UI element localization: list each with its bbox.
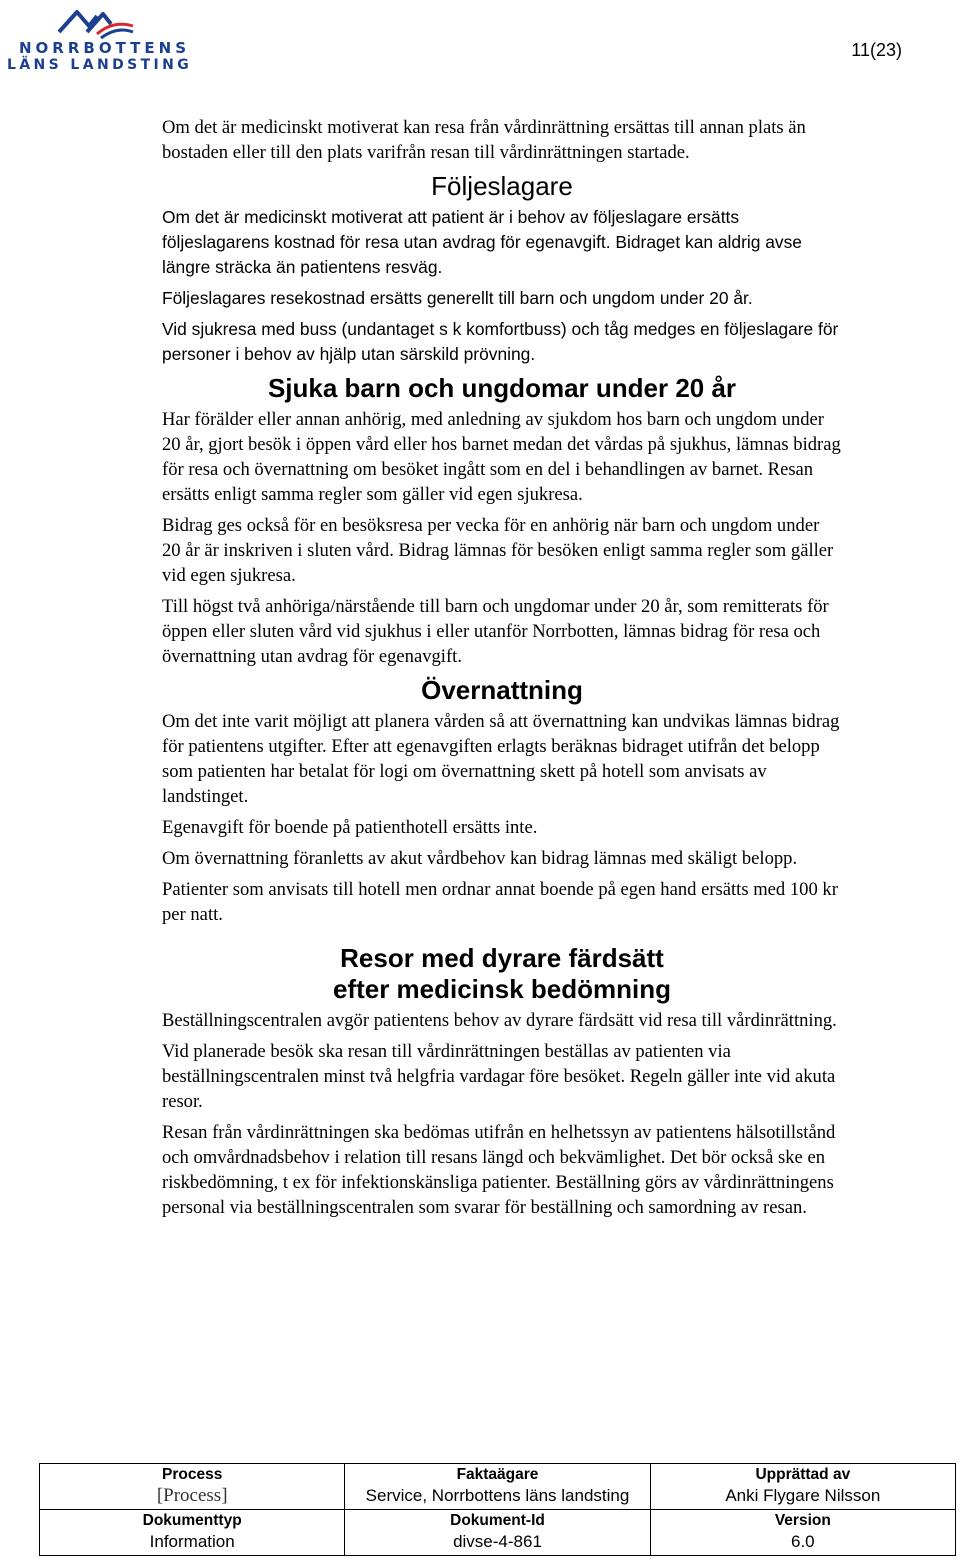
footer-owner-label: Faktaägare — [456, 1466, 539, 1483]
footer-version-value: 6.0 — [791, 1532, 815, 1551]
footer-owner-value: Service, Norrbottens läns landsting — [365, 1486, 630, 1505]
overnattning-paragraph-2: Egenavgift för boende på patienthotell ersätts inte. — [162, 817, 538, 838]
overnattning-paragraph-1: Om det inte varit möjligt att planera vården så att övernattning kan undvikas lämnas bidrag för patientens utgifter. Efter att egenavgiften erlagts beräknas bidraget utifrån det belopp som patienten har betalat för logi om övernattning skett på hotell som anvisats av landstinget. — [162, 711, 840, 807]
footer-docid-value: divse-4-861 — [453, 1532, 542, 1551]
footer-cell-author — [650, 1464, 955, 1510]
dyrare-fardsatt-paragraph-2: Vid planerade besök ska resan till vårdinrättningen beställas av patienten via beställningscentralen minst två helgfria vardagar före besöket. Regeln gäller inte vid akuta resor. — [162, 1041, 836, 1112]
footer-doctype-value: Information — [149, 1532, 235, 1551]
footer-cell-owner — [345, 1464, 650, 1510]
page-number: 11(23) — [851, 40, 902, 60]
footer-docid-label: Dokument-Id — [450, 1512, 545, 1529]
intro-paragraph: Om det är medicinskt motiverat kan resa från vårdinrättning ersättas till annan plats än bostaden eller till den plats varifrån resan till vårdinrättningen startade. — [162, 117, 806, 163]
foljeslagare-paragraph-3: Vid sjukresa med buss (undantaget s k komfortbuss) och tåg medges en följeslagare för personer i behov av hjälp utan särskild prövning. — [162, 319, 839, 364]
sjuka-barn-paragraph-3: Till högst två anhöriga/närstående till barn och ungdomar under 20 år, som remitterats för öppen eller sluten vård vid sjukhus i eller utanför Norrbotten, lämnas bidrag för resa och övernattning utan avdrag för egenavgift. — [162, 596, 829, 667]
footer-version-label: Version — [774, 1512, 831, 1529]
dyrare-fardsatt-paragraph-3: Resan från vårdinrättningen ska bedömas utifrån en helhetssyn av patientens hälsotillstånd och omvårdnadsbehov i relation till resans längd och bekvämlighet. Det bör också ske en riskbedömning, t ex för infektionskänsliga patienter. Beställning görs av vårdinrättningens personal via beställningscentralen som svarar för beställning och samordning av resan. — [162, 1122, 836, 1218]
organization-logo — [5, 6, 193, 73]
landsting-logo-icon — [57, 6, 135, 40]
heading-dyrare-fardsatt — [162, 943, 842, 1005]
foljeslagare-paragraph-2: Följeslagares resekostnad ersätts generellt till barn och ungdom under 20 år. — [162, 288, 753, 308]
sjuka-barn-paragraph-1: Har förälder eller annan anhörig, med anledning av sjukdom hos barn och ungdom under 20 år, gjort besök i öppen vård eller hos barnet medan det vårdas på sjukhus, lämnas bidrag för resa och övernattning om besöket ingått som en del i behandlingen av barnet. Resan ersätts enligt samma regler som gäller vid egen sjukresa. — [162, 409, 841, 505]
footer-doctype-label: Dokumenttyp — [142, 1512, 242, 1529]
footer-cell-docid — [345, 1510, 650, 1556]
heading-dyrare-fardsatt-line2: efter medicinsk bedömning — [332, 974, 672, 1004]
heading-overnattning: Övernattning — [421, 675, 583, 705]
sjuka-barn-paragraph-2: Bidrag ges också för en besöksresa per vecka för en anhörig när barn och ungdom under 20 år är inskriven i sluten vård. Bidrag lämnas för besöken enligt samma regler som gäller vid egen sjukresa. — [162, 515, 834, 586]
footer-row — [40, 1464, 956, 1510]
footer-row — [40, 1510, 956, 1556]
footer-cell-doctype — [40, 1510, 345, 1556]
heading-foljeslagare: Följeslagare — [431, 171, 573, 201]
heading-dyrare-fardsatt-line1: Resor med dyrare färdsätt — [340, 943, 664, 973]
logo-text-line2: LÄNS LANDSTING — [7, 57, 193, 73]
dyrare-fardsatt-paragraph-1: Beställningscentralen avgör patientens behov av dyrare färdsätt vid resa till vårdinrättning. — [162, 1010, 837, 1031]
logo-text-line1: NORRBOTTENS — [19, 39, 191, 57]
footer-author-label: Upprättad av — [755, 1466, 851, 1483]
footer-process-value: [Process] — [156, 1485, 228, 1506]
footer-cell-version — [650, 1510, 955, 1556]
overnattning-paragraph-4: Patienter som anvisats till hotell men ordnar annat boende på egen hand ersätts med 100 kr per natt. — [162, 879, 838, 925]
footer-cell-process — [40, 1464, 345, 1510]
footer-process-label: Process — [162, 1466, 223, 1483]
footer-author-value: Anki Flygare Nilsson — [725, 1486, 881, 1505]
document-body — [162, 115, 842, 1226]
foljeslagare-paragraph-1: Om det är medicinskt motiverat att patient är i behov av följeslagare ersätts följeslagarens kostnad för resa utan avdrag för egenavgift. Bidraget kan aldrig avse längre sträcka än patientens resväg. — [162, 207, 802, 277]
overnattning-paragraph-3: Om övernattning föranletts av akut vårdbehov kan bidrag lämnas med skäligt belopp. — [162, 848, 798, 869]
document-footer-table — [39, 1463, 956, 1556]
heading-sjuka-barn: Sjuka barn och ungdomar under 20 år — [267, 373, 737, 403]
